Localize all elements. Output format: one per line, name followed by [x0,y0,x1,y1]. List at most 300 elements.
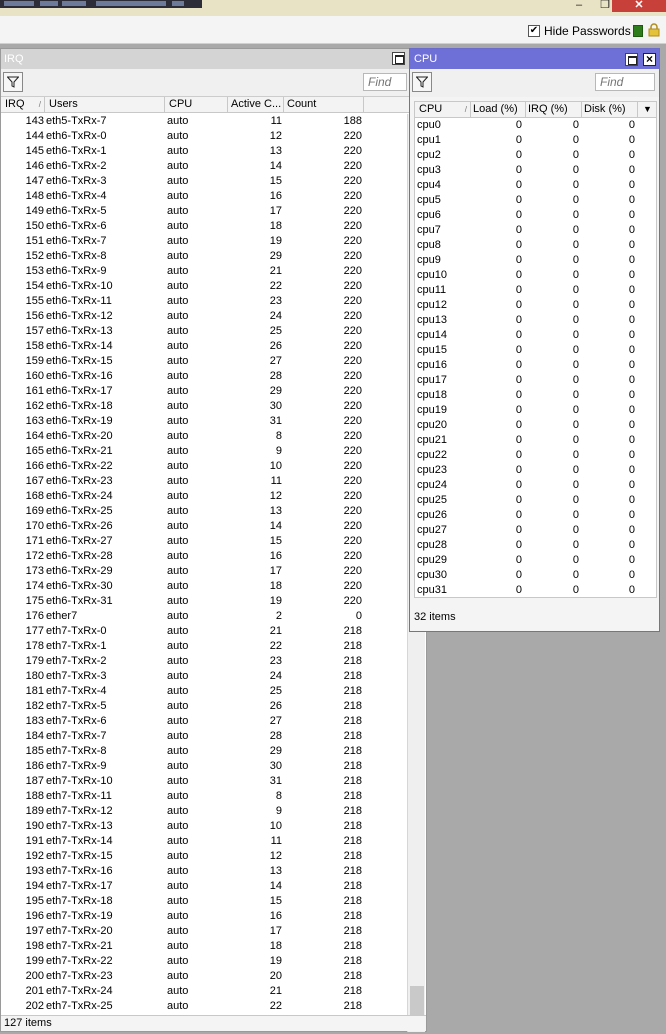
table-row[interactable] [1,789,407,804]
table-row[interactable] [415,193,656,208]
irq-number-cell: 176 [25,610,44,622]
cpu-irq-cell: 0 [572,359,579,371]
cpu-close-button[interactable]: × [643,53,656,66]
table-row[interactable] [415,178,656,193]
table-row[interactable] [1,744,407,759]
irq-number-cell: 195 [25,895,44,907]
irq-number-cell: 165 [25,445,44,457]
table-row[interactable] [1,144,407,159]
table-row[interactable] [1,999,407,1014]
irq-count-cell: 218 [343,655,362,667]
irq-users-cell: eth7-TxRx-0 [46,625,107,637]
cpu-load-cell: 0 [515,464,522,476]
irq-cpu-cell: auto [167,445,189,457]
irq-number-cell: 144 [25,130,44,142]
table-row[interactable] [415,583,656,598]
table-row[interactable] [1,939,407,954]
irq-users-cell: eth7-TxRx-8 [46,745,107,757]
irq-number-cell: 175 [25,595,44,607]
table-row[interactable] [1,234,407,249]
irq-cpu-cell: auto [167,865,189,877]
table-row[interactable] [415,373,656,388]
table-row[interactable] [415,313,656,328]
table-row[interactable] [1,549,407,564]
irq-count-cell: 218 [343,865,362,877]
table-row[interactable] [1,189,407,204]
irq-window-titlebar[interactable] [1,49,426,69]
irq-count-cell: 218 [343,910,362,922]
table-row[interactable] [415,268,656,283]
irq-active-cpu-cell: 28 [269,370,282,382]
irq-users-cell: eth7-TxRx-18 [46,895,113,907]
irq-active-cpu-cell: 9 [275,445,282,457]
irq-users-cell: eth6-TxRx-23 [46,475,113,487]
table-row[interactable] [415,283,656,298]
table-row[interactable] [415,418,656,433]
cpu-name-cell: cpu20 [417,419,447,431]
irq-window [0,48,427,1032]
cpu-disk-cell: 0 [628,569,635,581]
table-row[interactable] [1,294,407,309]
table-row[interactable] [415,493,656,508]
irq-cpu-cell: auto [167,985,189,997]
table-row[interactable] [1,384,407,399]
cpu-name-cell: cpu1 [417,134,441,146]
cpu-irq-cell: 0 [572,254,579,266]
irq-active-cpu-cell: 10 [269,460,282,472]
maximize-button[interactable]: ❐ [600,0,610,11]
irq-cpu-cell: auto [167,190,189,202]
cpu-disk-cell: 0 [628,194,635,206]
irq-users-cell: eth6-TxRx-25 [46,505,113,517]
cpu-irq-cell: 0 [572,584,579,596]
table-row[interactable] [1,924,407,939]
table-row[interactable] [1,174,407,189]
irq-cpu-cell: auto [167,805,189,817]
irq-cpu-cell: auto [167,715,189,727]
table-row[interactable] [415,508,656,523]
table-row[interactable] [415,148,656,163]
irq-cpu-cell: auto [167,580,189,592]
irq-number-cell: 155 [25,295,44,307]
irq-users-cell: eth6-TxRx-7 [46,235,107,247]
irq-active-cpu-cell: 23 [269,655,282,667]
column-menu-dropdown-icon[interactable]: ▼ [643,104,652,114]
irq-cpu-cell: auto [167,145,189,157]
irq-count-cell: 220 [343,565,362,577]
table-row[interactable] [1,579,407,594]
table-row[interactable] [415,568,656,583]
irq-count-cell: 218 [343,685,362,697]
irq-count-cell: 218 [343,640,362,652]
table-row[interactable] [1,849,407,864]
cpu-irq-cell: 0 [572,224,579,236]
irq-active-cpu-cell: 14 [269,520,282,532]
irq-cpu-cell: auto [167,760,189,772]
table-row[interactable] [1,879,407,894]
irq-active-cpu-cell: 11 [270,115,282,127]
cpu-status-bar: 32 items [414,611,456,623]
table-row[interactable] [1,159,407,174]
irq-users-cell: eth6-TxRx-16 [46,370,113,382]
irq-cpu-cell: auto [167,490,189,502]
table-row[interactable] [1,834,407,849]
irq-count-cell: 220 [343,505,362,517]
irq-count-cell: 220 [343,535,362,547]
table-row[interactable] [415,553,656,568]
irq-number-cell: 182 [25,700,44,712]
table-row[interactable] [1,504,407,519]
table-row[interactable] [1,729,407,744]
irq-cpu-cell: auto [167,595,189,607]
irq-number-cell: 193 [25,865,44,877]
cpu-irq-cell: 0 [572,134,579,146]
cpu-load-cell: 0 [515,209,522,221]
irq-active-cpu-cell: 13 [269,145,282,157]
irq-users-cell: eth7-TxRx-11 [46,790,112,802]
cpu-irq-cell: 0 [572,569,579,581]
table-row[interactable] [1,714,407,729]
irq-count-cell: 220 [343,460,362,472]
irq-cpu-cell: auto [167,550,189,562]
irq-users-cell: eth7-TxRx-4 [46,685,107,697]
irq-number-cell: 191 [25,835,44,847]
table-row[interactable] [1,669,407,684]
table-row[interactable] [1,114,407,129]
table-row[interactable] [415,358,656,373]
irq-users-cell: eth6-TxRx-13 [46,325,113,337]
cpu-load-cell: 0 [515,179,522,191]
irq-cpu-cell: auto [167,160,189,172]
app-title-bar [0,0,666,16]
table-row[interactable] [1,594,407,609]
table-row[interactable] [1,249,407,264]
cpu-irq-cell: 0 [572,539,579,551]
cpu-load-cell: 0 [515,569,522,581]
table-row[interactable] [1,489,407,504]
cpu-load-cell: 0 [515,299,522,311]
irq-maximize-button[interactable] [392,52,405,65]
table-row[interactable] [1,954,407,969]
table-row[interactable] [1,399,407,414]
irq-number-cell: 172 [25,550,44,562]
table-row[interactable] [415,133,656,148]
irq-active-cpu-cell: 10 [269,820,282,832]
irq-active-cpu-cell: 25 [269,685,282,697]
irq-active-cpu-cell: 23 [269,295,282,307]
irq-cpu-cell: auto [167,820,189,832]
table-row[interactable] [1,864,407,879]
cpu-disk-cell: 0 [628,344,635,356]
irq-active-cpu-cell: 17 [269,205,282,217]
cpu-maximize-button[interactable] [625,53,638,66]
table-row[interactable] [415,118,656,133]
irq-number-cell: 202 [25,1000,44,1012]
irq-users-cell: eth6-TxRx-31 [46,595,113,607]
table-row[interactable] [1,609,407,624]
irq-number-cell: 190 [25,820,44,832]
cpu-disk-cell: 0 [628,464,635,476]
irq-count-cell: 220 [343,430,362,442]
table-row[interactable] [1,564,407,579]
table-row[interactable] [1,354,407,369]
irq-active-cpu-cell: 14 [269,880,282,892]
irq-filter-bar [1,69,426,97]
irq-count-cell: 220 [343,370,362,382]
cpu-irq-cell: 0 [572,269,579,281]
irq-count-cell: 220 [343,325,362,337]
irq-users-cell: eth6-TxRx-14 [46,340,113,352]
table-row[interactable] [415,388,656,403]
irq-users-cell: eth7-TxRx-2 [46,655,107,667]
irq-number-cell: 199 [25,955,44,967]
irq-number-cell: 170 [25,520,44,532]
cpu-disk-cell: 0 [628,254,635,266]
irq-cpu-cell: auto [167,250,189,262]
cpu-irq-cell: 0 [572,299,579,311]
irq-active-cpu-cell: 8 [275,430,282,442]
irq-number-cell: 186 [25,760,44,772]
table-row[interactable] [415,328,656,343]
cpu-disk-cell: 0 [628,404,635,416]
table-row[interactable] [1,459,407,474]
irq-active-cpu-cell: 21 [269,985,282,997]
table-row[interactable] [1,639,407,654]
irq-active-cpu-cell: 24 [269,670,282,682]
cpu-load-cell: 0 [515,524,522,536]
table-row[interactable] [1,369,407,384]
minimize-button[interactable]: – [575,0,583,11]
cpu-disk-cell: 0 [628,389,635,401]
irq-users-cell: ether7 [46,610,78,622]
irq-count-cell: 218 [343,760,362,772]
irq-users-cell: eth5-TxRx-7 [46,115,107,127]
irq-active-cpu-cell: 28 [269,730,282,742]
irq-active-cpu-cell: 9 [275,805,282,817]
irq-count-cell: 218 [343,730,362,742]
irq-users-cell: eth6-TxRx-24 [46,490,113,502]
irq-count-cell: 220 [343,490,362,502]
col-cpu-name[interactable]: CPU / [415,102,471,117]
table-row[interactable] [415,238,656,253]
irq-users-cell: eth6-TxRx-9 [46,265,107,277]
irq-users-cell: eth7-TxRx-16 [46,865,113,877]
irq-number-cell: 153 [25,265,44,277]
irq-count-cell: 218 [343,1000,362,1012]
table-row[interactable] [1,129,407,144]
cpu-irq-cell: 0 [572,404,579,416]
irq-active-cpu-cell: 29 [269,250,282,262]
table-row[interactable] [1,444,407,459]
table-row[interactable] [1,969,407,984]
cpu-name-cell: cpu6 [417,209,441,221]
irq-active-cpu-cell: 18 [269,580,282,592]
irq-users-cell: eth6-TxRx-12 [46,310,113,322]
col-users[interactable]: Users [45,97,165,112]
cpu-name-cell: cpu28 [417,539,447,551]
table-row[interactable] [415,538,656,553]
irq-users-cell: eth7-TxRx-15 [46,850,113,862]
cpu-table-header [415,102,656,118]
irq-count-cell: 188 [343,115,362,127]
table-row[interactable] [1,309,407,324]
cpu-load-cell: 0 [515,194,522,206]
col-load[interactable]: Load (%) [471,102,526,117]
table-row[interactable] [1,474,407,489]
irq-number-cell: 174 [25,580,44,592]
irq-cpu-cell: auto [167,640,189,652]
cpu-name-cell: cpu25 [417,494,447,506]
irq-number-cell: 178 [25,640,44,652]
irq-number-cell: 166 [25,460,44,472]
table-row[interactable] [1,279,407,294]
table-row[interactable] [415,403,656,418]
irq-number-cell: 169 [25,505,44,517]
table-row[interactable] [415,433,656,448]
cpu-disk-cell: 0 [628,329,635,341]
irq-users-cell: eth6-TxRx-29 [46,565,113,577]
workspace-background [427,632,666,1034]
table-row[interactable] [1,984,407,999]
irq-count-cell: 220 [343,280,362,292]
table-row[interactable] [1,819,407,834]
irq-number-cell: 146 [25,160,44,172]
table-row[interactable] [415,223,656,238]
irq-active-cpu-cell: 18 [269,940,282,952]
table-row[interactable] [415,343,656,358]
irq-users-cell: eth6-TxRx-11 [46,295,112,307]
table-row[interactable] [1,339,407,354]
irq-cpu-cell: auto [167,565,189,577]
irq-number-cell: 149 [25,205,44,217]
cpu-name-cell: cpu17 [417,374,447,386]
table-row[interactable] [1,894,407,909]
irq-count-cell: 220 [343,310,362,322]
irq-filter-button[interactable] [3,72,23,92]
cpu-irq-cell: 0 [572,239,579,251]
cpu-name-cell: cpu11 [417,284,447,296]
table-row[interactable] [415,448,656,463]
cpu-name-cell: cpu2 [417,149,441,161]
irq-active-cpu-cell: 16 [269,190,282,202]
irq-number-cell: 177 [25,625,44,637]
cpu-load-cell: 0 [515,374,522,386]
table-row[interactable] [1,204,407,219]
table-row[interactable] [415,298,656,313]
cpu-load-cell: 0 [515,434,522,446]
irq-active-cpu-cell: 22 [269,280,282,292]
table-row[interactable] [415,208,656,223]
table-row[interactable] [415,253,656,268]
col-cpu[interactable]: CPU [165,97,228,112]
cpu-load-cell: 0 [515,494,522,506]
hide-passwords-checkbox[interactable]: ✔ [529,25,539,36]
irq-users-cell: eth7-TxRx-24 [46,985,113,997]
irq-count-cell: 218 [343,835,362,847]
cpu-load-cell: 0 [515,449,522,461]
table-row[interactable] [1,219,407,234]
irq-number-cell: 192 [25,850,44,862]
irq-cpu-cell: auto [167,280,189,292]
cpu-name-cell: cpu18 [417,389,447,401]
table-row[interactable] [1,324,407,339]
table-row[interactable] [1,429,407,444]
cpu-load-cell: 0 [515,269,522,281]
irq-count-cell: 218 [343,670,362,682]
col-disk[interactable]: Disk (%) [582,102,638,117]
irq-cpu-cell: auto [167,730,189,742]
table-row[interactable] [1,759,407,774]
table-row[interactable] [1,654,407,669]
table-row[interactable] [1,774,407,789]
cpu-name-cell: cpu7 [417,224,441,236]
main-toolbar [0,16,666,44]
cpu-irq-cell: 0 [572,479,579,491]
table-row[interactable] [1,534,407,549]
col-active-cpu[interactable]: Active C... [228,97,284,112]
cpu-find-input[interactable] [595,73,655,91]
table-row[interactable] [1,909,407,924]
table-row[interactable] [1,519,407,534]
table-row[interactable] [1,414,407,429]
cpu-irq-cell: 0 [572,194,579,206]
filter-icon [416,76,428,88]
cpu-disk-cell: 0 [628,164,635,176]
table-row[interactable] [1,699,407,714]
cpu-window-titlebar[interactable] [410,49,659,69]
table-row[interactable] [415,163,656,178]
cpu-load-cell: 0 [515,164,522,176]
close-button[interactable]: ✕ [612,0,666,12]
cpu-filter-button[interactable] [412,72,432,92]
sort-icon: / [464,105,467,114]
irq-number-cell: 164 [25,430,44,442]
irq-users-cell: eth6-TxRx-10 [46,280,113,292]
irq-number-cell: 156 [25,310,44,322]
irq-window-title: IRQ [4,53,24,65]
table-row[interactable] [1,804,407,819]
irq-cpu-cell: auto [167,685,189,697]
col-irq-percent[interactable]: IRQ (%) [526,102,582,117]
irq-users-cell: eth6-TxRx-15 [46,355,113,367]
col-irq[interactable]: IRQ / [1,97,45,112]
cpu-irq-cell: 0 [572,509,579,521]
cpu-load-cell: 0 [515,554,522,566]
cpu-name-cell: cpu15 [417,344,447,356]
col-count[interactable]: Count [284,97,364,112]
hide-passwords-toggle[interactable] [528,24,631,38]
table-row[interactable] [1,684,407,699]
irq-cpu-cell: auto [167,220,189,232]
cpu-disk-cell: 0 [628,134,635,146]
table-row[interactable] [415,523,656,538]
cpu-load-cell: 0 [515,239,522,251]
irq-count-cell: 218 [343,880,362,892]
irq-active-cpu-cell: 22 [269,640,282,652]
table-row[interactable] [415,463,656,478]
cpu-table [414,101,657,598]
irq-users-cell: eth7-TxRx-6 [46,715,107,727]
table-row[interactable] [1,264,407,279]
irq-number-cell: 143 [25,115,44,127]
irq-cpu-cell: auto [167,235,189,247]
cpu-disk-cell: 0 [628,374,635,386]
irq-status-bar: 127 items [1,1015,426,1031]
irq-find-input[interactable] [363,73,407,91]
irq-number-cell: 148 [25,190,44,202]
table-row[interactable] [415,478,656,493]
table-row[interactable] [1,624,407,639]
